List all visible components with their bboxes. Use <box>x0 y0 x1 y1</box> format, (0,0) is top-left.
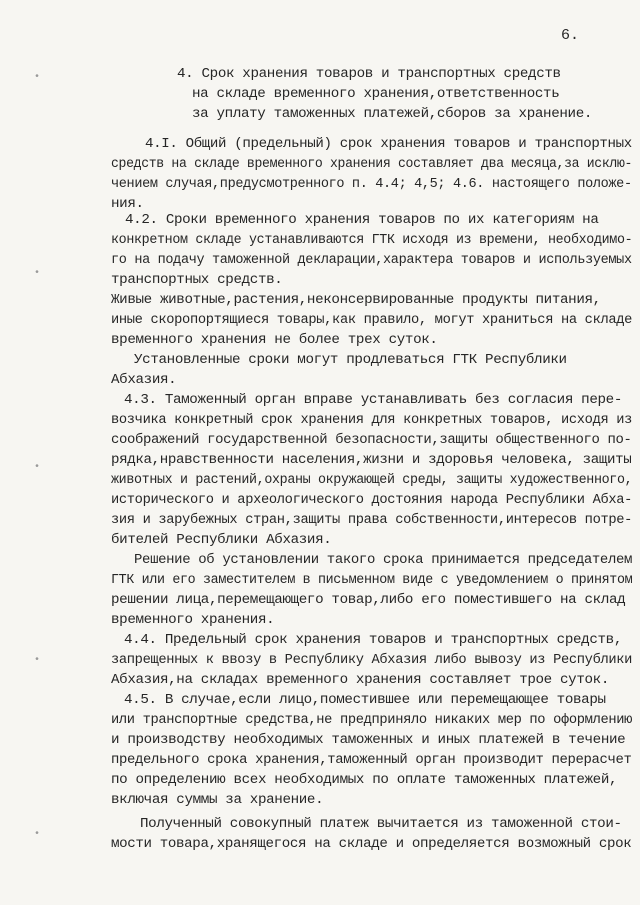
text-line: чением случая,предусмотренного п. 4.4; 4,5; 4.6. настоящего положе- <box>111 176 632 192</box>
text-line: конкретном складе устанавливаются ГТК исходя из времени, необходимо- <box>111 232 633 248</box>
text-line: 4.3. Таможенный орган вправе устанавливать без согласия пере- <box>124 392 622 408</box>
text-line: решении лица,перемещающего товар,либо его поместившего на склад <box>111 592 626 608</box>
text-line: временного хранения. <box>111 612 275 628</box>
text-line: 4.2. Сроки временного хранения товаров по их категориям на <box>125 212 599 228</box>
heading-line: за уплату таможенных платежей,сборов за хранение. <box>192 106 593 122</box>
text-line: зия и зарубежных стран,защиты права собственности,интересов потре- <box>111 512 633 528</box>
text-line: мости товара,хранящегося на складе и определяется возможный срок <box>111 836 632 852</box>
binding-hole-mark: • <box>34 72 41 83</box>
binding-hole-mark: • <box>34 655 41 666</box>
binding-hole-mark: • <box>34 829 41 840</box>
text-line: Установленные сроки могут продлеваться ГТК Республики <box>134 352 567 368</box>
text-line: 4.I. Общий (предельный) срок хранения товаров и транспортных <box>145 136 632 152</box>
text-line: ния. <box>111 196 144 212</box>
text-line: исторического и археологического достояния народа Республики Абха- <box>111 492 633 508</box>
text-line: Решение об установлении такого срока принимается председателем <box>134 552 633 568</box>
text-line: бителей Республики Абхазия. <box>111 532 332 548</box>
text-line: иные скоропортящиеся товары,как правило, могут храниться на складе <box>111 312 633 328</box>
heading-line: 4. Срок хранения товаров и транспортных средств <box>177 66 561 82</box>
binding-hole-mark: • <box>34 462 41 473</box>
text-line: и производству необходимых таможенных и иных платежей в течение <box>111 732 626 748</box>
text-line: рядка,нравственности населения,жизни и здоровья человека, защиты <box>111 452 632 468</box>
text-line: включая суммы за хранение. <box>111 792 324 808</box>
text-line: по определению всех необходимых по оплате таможенных платежей, <box>111 772 618 788</box>
text-line: средств на складе временного хранения составляет два месяца,за исклю- <box>111 156 633 172</box>
text-line: предельного срока хранения,таможенный орган производит перерасчет <box>111 752 632 768</box>
text-line: или транспортные средства,не предприняло никаких мер по оформлению <box>111 712 633 728</box>
text-line: временного хранения не более трех суток. <box>111 332 438 348</box>
text-line: 4.4. Предельный срок хранения товаров и транспортных средств, <box>124 632 622 648</box>
text-line: возчика конкретный срок хранения для конкретных товаров, исходя из <box>111 412 633 428</box>
text-line: го на подачу таможенной декларации,характера товаров и используемых <box>111 252 632 268</box>
text-line: животных и растений,охраны окружающей среды, защиты художественного, <box>111 472 633 488</box>
text-line: 4.5. В случае,если лицо,поместившее или перемещающее товары <box>124 692 606 708</box>
text-line: Абхазия,на складах временного хранения составляет трое суток. <box>111 672 609 688</box>
heading-line: на складе временного хранения,ответственность <box>192 86 560 102</box>
binding-hole-mark: • <box>34 268 41 279</box>
text-line: ГТК или его заместителем в письменном виде с уведомлением о принятом <box>111 572 633 588</box>
text-line: Абхазия. <box>111 372 177 388</box>
text-line: Полученный совокупный платеж вычитается из таможенной стои- <box>140 816 622 832</box>
text-line: транспортных средств. <box>111 272 283 288</box>
text-line: соображений государственной безопасности,защиты общественного по- <box>111 432 632 448</box>
text-line: запрещенных к ввозу в Республику Абхазия либо вывозу из Республики <box>111 652 633 668</box>
page-number: 6. <box>561 27 580 44</box>
text-line: Живые животные,растения,неконсервированные продукты питания, <box>111 292 601 308</box>
